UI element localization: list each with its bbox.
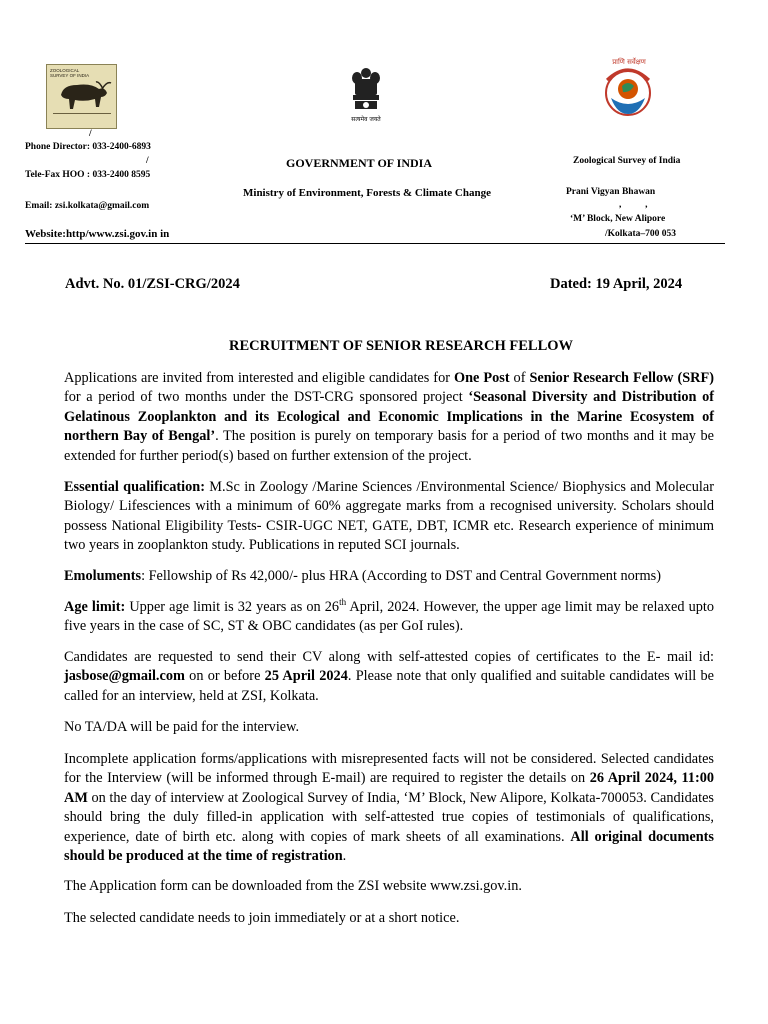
advt-date: Dated: 19 April, 2024 (550, 276, 683, 292)
paragraph-application: Candidates are requested to send their CV along with self-attested copies of certificates to the E- mail id: jasbose@gmail.com on or before 25 April 2024. Please note that only qualified and suitable candidates will be called for an interview, held at ZSI, Kolkata. (64, 649, 714, 704)
zsi-centenary-logo (595, 58, 661, 124)
paragraph-registration: Incomplete application forms/applications with misrepresented facts will not be considered. Selected candidates for the Interview (will be informed through E-mail) are required to register the details on 26 April 2024, 11:00 AM on the day of interview at Zoological Survey of India, ‘M’ Block, New Alipore, Kolkata-700053. Candidates should bring the duly filled-in application with self-attested true copies of testimonials of qualifications, experience, date of birth etc. along with copies of mark sheets of all examinations. All original documents should be produced at the time of registration. (64, 751, 715, 865)
emblem-motto: सत्यमेव जयते (351, 116, 381, 123)
paragraph-download: The Application form can be downloaded from the ZSI website www.zsi.gov.in. (64, 878, 522, 894)
interview-datetime: 26 April 2024, 11:00 AM (64, 770, 715, 806)
advt-number: Advt. No. 01/ZSI-CRG/2024 (65, 276, 240, 292)
org-name: Zoological Survey of India (573, 156, 681, 166)
national-emblem (349, 65, 383, 121)
logo-hindi-text: प्राणि सर्वेक्षण (612, 58, 646, 66)
paragraph-ta-da: No TA/DA will be paid for the interview. (64, 719, 300, 735)
contact-slash-2: / (146, 156, 149, 166)
paragraph-age-limit: Age limit: Upper age limit is 32 years as on 26th April, 2024. However, the upper age limit may be relaxed upto five years in the case of SC, ST & OBC candidates (as per GoI rules). (64, 597, 714, 635)
zsi-emblem-icon (595, 58, 661, 124)
contact-slash-1: / (89, 129, 92, 139)
header-divider (25, 243, 725, 244)
government-title: GOVERNMENT OF INDIA (286, 156, 433, 170)
address-commas: , , (619, 200, 648, 210)
building-name: Prani Vigyan Bhawan (566, 187, 656, 197)
paragraph-intro: Applications are invited from interested and eligible candidates for One Post of Senior Research Fellow (SRF) for a period of two months under the DST-CRG sponsored project ‘Seasonal Diversity and Distribution of Gelatinous Zooplankton and its Ecological and Economic Implications in the Marine Ecosystem of northern Bay of Bengal’. The position is purely on temporary basis for a period of two months and it may be extended for further period(s) based on further extension of the project. (64, 370, 714, 464)
ashoka-emblem-icon (349, 65, 383, 113)
ministry-name: Ministry of Environment, Forests & Climate Change (243, 187, 491, 199)
logo-caption: ZOOLOGICAL SURVEY OF INDIA (50, 68, 90, 78)
address-block: ‘M’ Block, New Alipore (570, 214, 666, 224)
paragraph-joining: The selected candidate needs to join immediately or at a short notice. (64, 910, 460, 926)
paragraph-emoluments: Emoluments: Fellowship of Rs 42,000/- plus HRA (According to DST and Central Government norms) (64, 568, 661, 584)
website: Website:http/www.zsi.gov.in in (25, 228, 170, 240)
address-city: /Kolkata–700 053 (605, 229, 676, 239)
zsi-logo (46, 64, 117, 129)
telefax: Tele-Fax HOO : 033-2400 8595 (25, 170, 151, 180)
email: Email: zsi.kolkata@gmail.com (25, 201, 150, 211)
deadline: 25 April 2024 (264, 668, 348, 685)
phone-director: Phone Director: 033-2400-6893 (25, 142, 151, 152)
contact-email: jasbose@gmail.com (64, 668, 185, 685)
page-title: RECRUITMENT OF SENIOR RESEARCH FELLOW (229, 338, 574, 354)
paragraph-qualification: Essential qualification: M.Sc in Zoology /Marine Sciences /Environmental Science/ Biophysics and Molecular Biology/ Lifesciences with a minimum of 60% aggregate marks from a recognised university. Scholars should possess National Eligibility Tests- CSIR-UGC NET, GATE, DBT, ICMR etc. Research experience of minimum two years in zooplankton study. Publications in reputed SCI journals. (64, 479, 714, 554)
